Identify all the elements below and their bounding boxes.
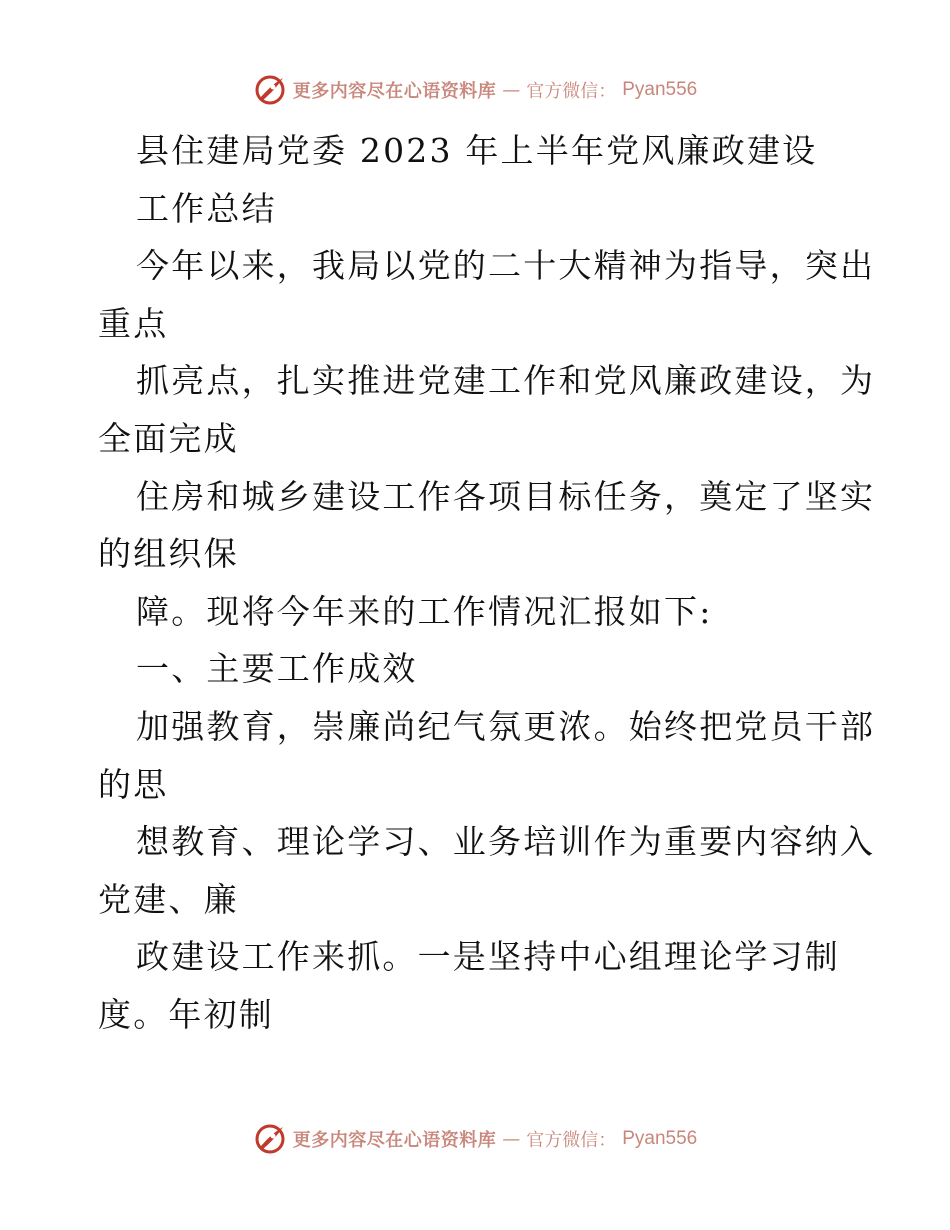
- doc-line-4: 重点: [98, 303, 169, 343]
- doc-line-5: 抓亮点，扎实推进党建工作和党风廉政建设，为: [136, 361, 876, 401]
- watermark-promo-text: 更多内容尽在心语资料库: [292, 81, 497, 102]
- doc-line-14: 党建、廉: [98, 879, 239, 919]
- doc-line-16: 度。年初制: [98, 994, 274, 1034]
- top-watermark-banner: [0, 72, 950, 108]
- watermark-dash: —: [502, 79, 521, 101]
- doc-line-12: 的思: [98, 764, 169, 804]
- doc-line-11: 加强教育，崇廉尚纪气氛更浓。始终把党员干部: [136, 706, 876, 746]
- watermark-wechat-label: 官方微信：: [526, 81, 617, 102]
- watermark-wechat-label: 官方微信：: [526, 1130, 617, 1151]
- doc-line-3: 今年以来，我局以党的二十大精神为指导，突出: [136, 246, 876, 286]
- doc-line-13: 想教育、理论学习、业务培训作为重要内容纳入: [136, 822, 876, 862]
- watermark-wechat-id: Pyan556: [622, 1128, 698, 1149]
- doc-line-9: 障。现将今年来的工作情况汇报如下:: [136, 591, 713, 631]
- doc-line-6: 全面完成: [98, 418, 239, 458]
- doc-line-15: 政建设工作来抓。一是坚持中心组理论学习制: [136, 937, 840, 977]
- document-body: [98, 122, 876, 1044]
- doc-line-1: 县住建局党委 2023 年上半年党风廉政建设: [136, 131, 818, 170]
- doc-line-8: 的组织保: [98, 534, 239, 574]
- doc-line-10: 一、主要工作成效: [136, 649, 418, 689]
- watermark-wechat-id: Pyan556: [622, 79, 698, 100]
- pen-logo-icon: [253, 73, 287, 107]
- doc-line-2: 工作总结: [136, 188, 277, 228]
- doc-line-7: 住房和城乡建设工作各项目标任务，奠定了坚实: [136, 476, 876, 516]
- watermark-promo-text: 更多内容尽在心语资料库: [292, 1130, 497, 1151]
- pen-logo-icon: [253, 1122, 287, 1156]
- watermark-dash: —: [502, 1128, 521, 1150]
- bottom-watermark-banner: [0, 1121, 950, 1157]
